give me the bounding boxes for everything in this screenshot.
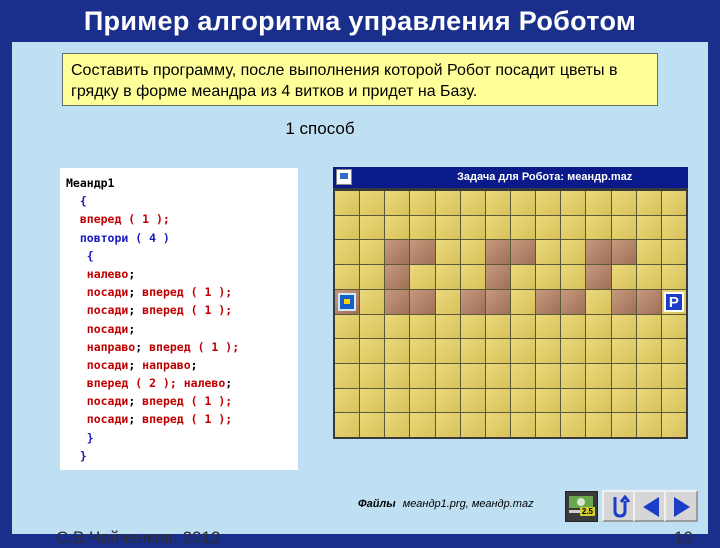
empty-cell <box>335 413 359 437</box>
code-token: направо <box>142 357 191 372</box>
empty-cell <box>612 339 636 363</box>
code-token: ; <box>128 394 143 409</box>
flower-cell <box>612 290 636 314</box>
empty-cell <box>436 364 460 388</box>
code-line <box>66 301 298 319</box>
empty-cell <box>461 364 485 388</box>
empty-cell <box>662 364 686 388</box>
empty-cell <box>335 315 359 339</box>
empty-cell <box>511 216 535 240</box>
flower-cell <box>335 290 359 314</box>
empty-cell <box>561 339 585 363</box>
empty-cell <box>586 191 610 215</box>
empty-cell <box>536 191 560 215</box>
next-slide-button[interactable] <box>664 490 698 522</box>
flower-cell <box>486 290 510 314</box>
empty-cell <box>662 216 686 240</box>
code-token: посади <box>66 394 129 409</box>
empty-cell <box>511 265 535 289</box>
empty-cell <box>335 240 359 264</box>
empty-cell <box>586 216 610 240</box>
code-token: { <box>66 248 94 263</box>
next-arrow-icon <box>670 495 694 519</box>
empty-cell <box>511 191 535 215</box>
empty-cell <box>436 216 460 240</box>
task-statement: Составить программу, после выполнения которой Робот посадит цветы в грядку в форме меандра из 4 витков и придет на Базу. <box>62 53 658 106</box>
code-token: направо <box>66 339 136 354</box>
empty-cell <box>637 364 661 388</box>
code-line <box>66 392 298 410</box>
flower-cell <box>486 240 510 264</box>
empty-cell <box>637 413 661 437</box>
robot-field-grid <box>335 191 686 437</box>
empty-cell <box>360 364 384 388</box>
code-token: вперед ( 1 ); <box>142 303 233 318</box>
flower-cell <box>637 290 661 314</box>
empty-cell <box>486 364 510 388</box>
empty-cell <box>461 265 485 289</box>
empty-cell <box>385 216 409 240</box>
code-token: ; <box>128 321 136 336</box>
empty-cell <box>637 315 661 339</box>
empty-cell <box>410 364 434 388</box>
empty-cell <box>511 389 535 413</box>
code-token: ; <box>135 339 150 354</box>
flower-cell <box>612 240 636 264</box>
flower-cell <box>410 240 434 264</box>
empty-cell <box>335 364 359 388</box>
empty-cell <box>486 339 510 363</box>
program-code-panel <box>60 168 298 470</box>
empty-cell <box>637 216 661 240</box>
empty-cell <box>410 191 434 215</box>
flower-cell <box>536 290 560 314</box>
code-token: посади <box>66 412 129 427</box>
code-token: ; <box>128 285 143 300</box>
empty-cell <box>637 389 661 413</box>
slide-title: Пример алгоритма управления Роботом <box>83 6 637 36</box>
empty-cell <box>536 389 560 413</box>
code-line <box>66 338 298 356</box>
empty-cell <box>586 315 610 339</box>
code-token: ; <box>225 376 233 391</box>
empty-cell <box>612 364 636 388</box>
empty-cell <box>486 389 510 413</box>
code-token: вперед ( 1 ); <box>66 212 170 227</box>
code-token: ; <box>128 357 143 372</box>
empty-cell <box>385 339 409 363</box>
code-token: } <box>66 430 94 445</box>
empty-cell <box>536 240 560 264</box>
empty-cell <box>360 315 384 339</box>
code-line <box>66 356 298 374</box>
empty-cell <box>486 191 510 215</box>
return-button[interactable] <box>602 490 636 522</box>
empty-cell <box>586 290 610 314</box>
empty-cell <box>662 339 686 363</box>
empty-cell <box>561 265 585 289</box>
empty-cell <box>536 216 560 240</box>
empty-cell <box>536 364 560 388</box>
empty-cell <box>360 216 384 240</box>
code-line <box>66 447 298 465</box>
empty-cell <box>436 240 460 264</box>
flower-cell <box>461 290 485 314</box>
empty-cell <box>662 191 686 215</box>
empty-cell <box>461 389 485 413</box>
empty-cell <box>436 315 460 339</box>
empty-cell <box>410 315 434 339</box>
empty-cell <box>536 315 560 339</box>
empty-cell <box>586 339 610 363</box>
empty-cell <box>637 265 661 289</box>
empty-cell <box>385 389 409 413</box>
empty-cell <box>410 413 434 437</box>
empty-cell <box>662 240 686 264</box>
empty-cell <box>511 413 535 437</box>
code-token: налево <box>66 266 129 281</box>
files-names: меандр1.prg, меандр.maz <box>402 498 534 510</box>
flower-cell <box>586 265 610 289</box>
code-line <box>66 374 298 392</box>
empty-cell <box>612 191 636 215</box>
code-line <box>66 283 298 301</box>
flower-cell <box>385 265 409 289</box>
method-label: 1 способ <box>285 119 355 138</box>
empty-cell <box>536 265 560 289</box>
code-token: вперед ( 1 ); <box>142 285 233 300</box>
empty-cell <box>461 191 485 215</box>
empty-cell <box>486 413 510 437</box>
empty-cell <box>637 191 661 215</box>
empty-cell <box>561 240 585 264</box>
code-token: посади <box>66 321 129 336</box>
code-token: ; <box>128 266 136 281</box>
empty-cell <box>662 315 686 339</box>
empty-cell <box>662 290 686 314</box>
empty-cell <box>612 389 636 413</box>
flower-cell <box>511 240 535 264</box>
empty-cell <box>335 389 359 413</box>
prev-arrow-icon <box>639 495 663 519</box>
code-token: ; <box>128 303 143 318</box>
robot-icon <box>338 293 356 311</box>
flower-cell <box>561 290 585 314</box>
empty-cell <box>561 389 585 413</box>
empty-cell <box>612 265 636 289</box>
empty-cell <box>360 413 384 437</box>
app-icon <box>336 169 352 185</box>
empty-cell <box>360 265 384 289</box>
empty-cell <box>586 364 610 388</box>
flower-cell <box>385 240 409 264</box>
empty-cell <box>486 216 510 240</box>
empty-cell <box>335 216 359 240</box>
code-token: посади <box>66 285 129 300</box>
empty-cell <box>335 339 359 363</box>
empty-cell <box>360 389 384 413</box>
empty-cell <box>612 413 636 437</box>
code-line <box>66 265 298 283</box>
empty-cell <box>612 216 636 240</box>
empty-cell <box>586 413 610 437</box>
code-line <box>66 429 298 447</box>
empty-cell <box>360 290 384 314</box>
empty-cell <box>561 413 585 437</box>
code-line <box>66 410 298 428</box>
empty-cell <box>335 191 359 215</box>
empty-cell <box>536 413 560 437</box>
code-line <box>66 229 298 247</box>
empty-cell <box>436 191 460 215</box>
kumir-logo[interactable] <box>565 491 598 522</box>
empty-cell <box>561 216 585 240</box>
empty-cell <box>410 216 434 240</box>
empty-cell <box>436 339 460 363</box>
flower-cell <box>385 290 409 314</box>
code-token: } <box>66 448 87 463</box>
code-token: Меандр1 <box>66 176 115 190</box>
empty-cell <box>410 339 434 363</box>
robot-window-title: Задача для Робота: меандр.maz <box>457 171 633 183</box>
empty-cell <box>461 240 485 264</box>
code-token: ; <box>190 357 198 372</box>
empty-cell <box>385 364 409 388</box>
robot-window-titlebar <box>333 167 688 188</box>
empty-cell <box>461 339 485 363</box>
empty-cell <box>511 290 535 314</box>
empty-cell <box>561 191 585 215</box>
empty-cell <box>511 315 535 339</box>
empty-cell <box>461 413 485 437</box>
files-caption <box>358 498 534 510</box>
empty-cell <box>436 413 460 437</box>
empty-cell <box>637 240 661 264</box>
code-line <box>66 247 298 265</box>
code-token: вперед ( 1 ); <box>142 394 233 409</box>
empty-cell <box>561 315 585 339</box>
empty-cell <box>436 265 460 289</box>
code-token: вперед ( 2 ); налево <box>66 376 226 391</box>
empty-cell <box>436 290 460 314</box>
flower-cell <box>486 265 510 289</box>
kumir-version: 2.5 <box>581 507 593 516</box>
code-token: посади <box>66 303 129 318</box>
empty-cell <box>561 364 585 388</box>
empty-cell <box>511 364 535 388</box>
empty-cell <box>662 265 686 289</box>
empty-cell <box>410 265 434 289</box>
empty-cell <box>385 315 409 339</box>
empty-cell <box>612 315 636 339</box>
empty-cell <box>662 413 686 437</box>
code-token: { <box>66 194 87 209</box>
page-number: 10 <box>674 528 693 547</box>
code-token: повтори ( 4 ) <box>66 230 170 245</box>
empty-cell <box>335 265 359 289</box>
prev-slide-button[interactable] <box>633 490 667 522</box>
empty-cell <box>637 339 661 363</box>
empty-cell <box>536 339 560 363</box>
return-icon <box>608 495 632 519</box>
empty-cell <box>436 389 460 413</box>
empty-cell <box>586 389 610 413</box>
base-icon: Р <box>664 292 684 312</box>
empty-cell <box>385 191 409 215</box>
code-line <box>66 210 298 228</box>
empty-cell <box>662 389 686 413</box>
flower-cell <box>586 240 610 264</box>
empty-cell <box>410 389 434 413</box>
footer-author: С.В.Чайченков, 2012 <box>56 528 221 547</box>
code-token: посади <box>66 357 129 372</box>
empty-cell <box>360 240 384 264</box>
empty-cell <box>385 413 409 437</box>
code-line <box>66 192 298 210</box>
empty-cell <box>461 315 485 339</box>
code-token: ; <box>128 412 143 427</box>
empty-cell <box>511 339 535 363</box>
empty-cell <box>461 216 485 240</box>
code-token: вперед ( 1 ); <box>142 412 233 427</box>
flower-cell <box>410 290 434 314</box>
code-line <box>66 174 298 192</box>
code-line <box>66 320 298 338</box>
empty-cell <box>360 339 384 363</box>
code-token: вперед ( 1 ); <box>149 339 240 354</box>
files-label: Файлы <box>358 498 396 510</box>
empty-cell <box>360 191 384 215</box>
empty-cell <box>486 315 510 339</box>
robot-task-window <box>333 167 688 439</box>
